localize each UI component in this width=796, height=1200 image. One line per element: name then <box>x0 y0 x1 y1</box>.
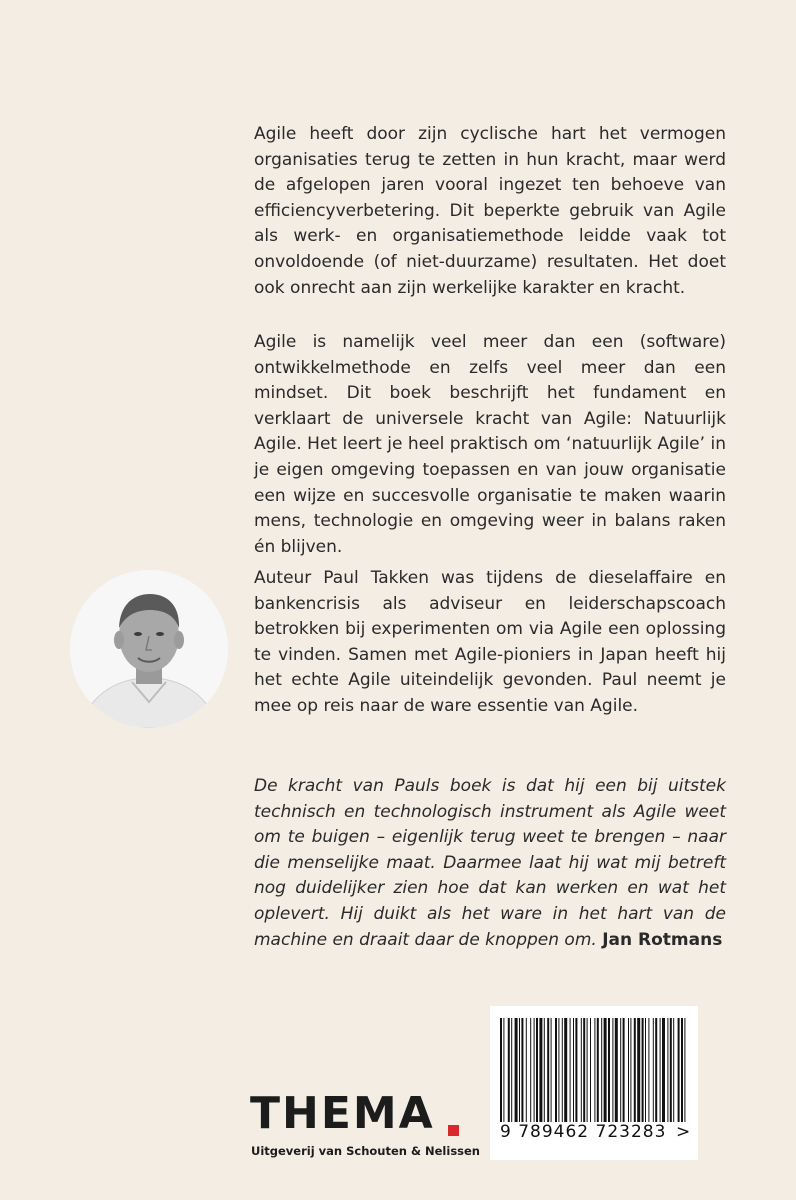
publisher-name: Uitgeverij van Schouten & Nelissen <box>251 1144 480 1158</box>
isbn-arrow: > <box>676 1122 691 1142</box>
barcode-bars <box>498 1018 690 1122</box>
publisher-logo: THEMA <box>250 1088 435 1139</box>
logo-accent-square <box>448 1125 459 1136</box>
paragraph-author-bio: Auteur Paul Takken was tijdens de dieselaffaire en bankencrisis als adviseur en leiderschapscoach betrokken bij experimenten om via Agile een oplossing te vinden. Samen met Agile-pioniers in Japan heeft hij het echte Agile uiteindelijk gevonden. Paul neemt je mee op reis naar de ware essentie van Agile. <box>254 568 726 716</box>
paragraph-description: Agile is namelijk veel meer dan een (software) ontwikkelmethode en zelfs veel meer dan een mindset. Dit boek beschrijft het fundament en verklaart de universele kracht van Agile: Natuurlijk Agile. Het leert je heel praktisch om ‘natuurlijk Agile’ in je eigen omgeving toepassen en van jouw organisatie een wijze en succesvolle organisatie te maken waarin mens, technologie en omgeving weer in balans raken én blijven. <box>254 332 726 557</box>
endorsement-quote <box>254 774 726 953</box>
isbn-barcode <box>490 1006 698 1160</box>
paragraph-intro: Agile heeft door zijn cyclische hart het vermogen organisaties terug te zetten in hun kracht, maar werd de afgelopen jaren vooral ingezet ten behoeve van efficiencyverbetering. Dit beperkte gebruik van Agile als werk- en organisatiemethode leidde vaak tot onvoldoende (of niet-duurzame) resultaten. Het doet ook onrecht aan zijn werkelijke karakter en kracht. <box>254 124 726 298</box>
quote-text: De kracht van Pauls boek is dat hij een bij uitstek technisch en technologisch instrument als Agile weet om te buigen – eigenlijk terug weet te brengen – naar die menselijke maat. Daarmee laat hij wat mij betreft nog duidelijker zien hoe dat kan werken en wat het oplevert. Hij duikt als het ware in het hart van de machine en draait daar de knoppen om. <box>254 776 726 950</box>
quote-author: Jan Rotmans <box>602 929 723 950</box>
author-portrait <box>70 570 228 728</box>
isbn-number: 9 789462 723283 <box>500 1122 667 1142</box>
